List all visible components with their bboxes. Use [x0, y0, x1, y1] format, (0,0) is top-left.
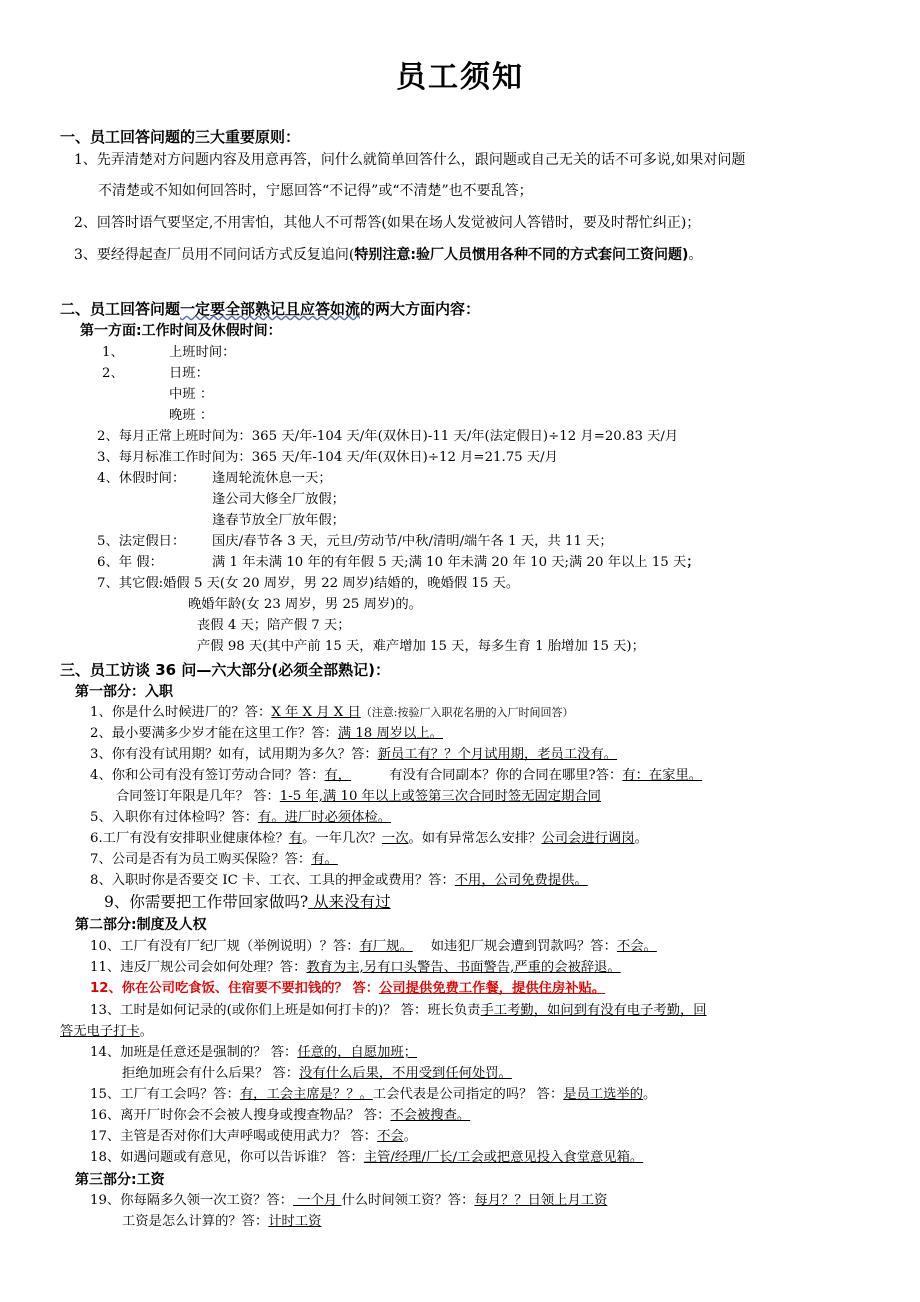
leave-label: 4、休假时间： [97, 471, 186, 486]
question-6-end: 。 [634, 831, 648, 846]
aspect-1-heading: 第一方面:工作时间及休假时间： [80, 323, 282, 339]
question-13-text: 13、工时是如何记录的(或你们上班是如何打卡的)？ 答：班长负责 [90, 1003, 481, 1018]
question-14-b [122, 1064, 512, 1084]
night-shift: 晚班 ： [169, 408, 214, 423]
question-13-end: 。 [139, 1024, 154, 1039]
principle-3 [74, 245, 702, 265]
section-1-heading: 一、员工回答问题的三大重要原则： [60, 128, 301, 146]
question-6-text: 6.工厂有没有安排职业健康体检？ [90, 831, 289, 846]
answer-17: 不会 [377, 1129, 404, 1144]
question-18-text: 18、如遇问题或有意见，你可以告诉谁？ 答： [90, 1150, 364, 1165]
section-2-heading [60, 299, 480, 319]
answer-14b: 没有什么后果，不用受到任何处罚。 [299, 1066, 512, 1081]
question-13-cont [60, 1022, 153, 1042]
bereavement-leave: 丧假 4 天；陪产假 7 天； [197, 618, 351, 633]
holidays-label: 5、法定假日： [97, 534, 186, 549]
answer-9: 从来没有过 [308, 893, 391, 911]
worktime-1-text: 上班时间： [169, 345, 236, 360]
question-12 [90, 979, 605, 999]
note-1: （注意:按验厂入职花名册的入厂时间回答） [360, 706, 574, 719]
question-2-text: 2、最小要满多少岁才能在这里工作？答： [90, 726, 338, 741]
worktime-2-num: 2、 [102, 366, 124, 381]
question-19-text-c: 工资是怎么计算的？答： [122, 1214, 269, 1229]
question-3 [90, 745, 617, 765]
answer-15a: 有，工会主席是？？。 [239, 1087, 373, 1102]
question-11 [90, 958, 621, 978]
question-1 [90, 703, 573, 723]
answer-13b: 答无电子打卡 [60, 1024, 140, 1039]
section-3-heading: 三、员工访谈 36 问—六大部分(必须全部熟记)： [60, 661, 391, 679]
answer-19b: 每月？？日领上月工资 [474, 1193, 608, 1208]
part-3-heading: 第三部分:工资 [75, 1172, 165, 1188]
question-5-text: 5、入职你有过体检吗？答： [90, 810, 259, 825]
section-2-heading-emphasis: 一定要全部熟记且应答如流 [180, 300, 361, 318]
holidays-text: 国庆/春节各 3 天，元旦/劳动节/中秋/清明/端午各 1 天，共 11 天； [212, 534, 613, 549]
principle-1-line-2: 不清楚或不知如何回答时，宁愿回答“不记得”或“不清楚”也不要乱答； [98, 183, 533, 199]
question-6-text-c: 。如有异常怎么安排？ [408, 831, 542, 846]
question-8-text: 8、入职时你是否要交 IC 卡、工衣、工具的押金或费用？答： [90, 873, 455, 888]
answer-12: 公司提供免费工作餐，提供住房补贴。 [379, 981, 606, 996]
monthly-work-days: 2、每月正常上班时间为：365 天/年-104 天/年(双休日)-11 天/年(法定假日)÷12 月=20.83 天/月 [97, 429, 679, 444]
question-16-text: 16、离开厂时你会不会被人搜身或搜查物品？ 答： [90, 1108, 391, 1123]
answer-16: 不会被搜查。 [390, 1108, 471, 1123]
question-15-text-b: 工会代表是公司指定的吗？ 答： [372, 1087, 564, 1102]
answer-1: X 年 X 月 X 日 [271, 705, 361, 720]
question-17-end: 。 [403, 1129, 417, 1144]
answer-10b: 不会。 [616, 939, 657, 954]
question-3-text: 3、你有没有试用期？如有，试用期为多久？答： [90, 747, 378, 762]
question-15 [90, 1085, 656, 1105]
question-4-text: 4、你和公司有没有签订劳动合同？答： [90, 768, 325, 783]
answer-19c: 计时工资 [268, 1214, 322, 1229]
answer-4c: 1-5 年,满 10 年以上或签第三次合同时签无固定期合同 [279, 789, 601, 804]
answer-19a: 一个月 [293, 1193, 342, 1208]
question-13 [90, 1001, 707, 1021]
mid-shift: 中班 ： [169, 387, 214, 402]
question-11-text: 11、违反厂规公司会如何处理？答： [90, 960, 307, 975]
question-4 [90, 766, 702, 786]
leave-2: 逢公司大修全厂放假； [212, 492, 345, 507]
question-14-text-b: 拒绝加班会有什么后果？ 答： [122, 1066, 300, 1081]
question-12-text: 12、你在公司吃食饭、住宿要不要扣钱的？ 答： [90, 981, 380, 996]
question-5 [90, 808, 391, 828]
answer-6b: 一次 [381, 831, 409, 846]
late-marriage-age: 晚婚年龄(女 23 周岁，男 25 周岁)的。 [188, 597, 422, 612]
question-10-text-b: 如违犯厂规会遭到罚款吗？答： [430, 939, 617, 954]
section-2-heading-a: 二、员工回答问题 [60, 300, 181, 318]
worktime-1-num: 1、 [102, 345, 124, 360]
answer-8: 不用，公司免费提供。 [454, 873, 588, 888]
question-10 [90, 937, 657, 957]
question-19 [90, 1191, 607, 1211]
answer-4a: 有， [324, 768, 352, 783]
question-4-contract-term [116, 787, 601, 807]
other-leave: 7、其它假:婚假 5 天(女 20 周岁，男 22 周岁)结婚的，晚婚假 15 天。 [97, 576, 520, 591]
question-6-text-b: 。一年几次？ [302, 831, 382, 846]
answer-6c: 公司会进行调岗 [541, 831, 635, 846]
day-shift: 日班： [169, 366, 209, 381]
answer-6a: 有 [288, 831, 303, 846]
question-7-text: 7、公司是否有为员工购买保险？答： [90, 852, 312, 867]
question-4-text-c: 合同签订年限是几年？ 答： [116, 789, 280, 804]
question-15-text: 15、工厂有工会吗？答： [90, 1087, 240, 1102]
question-7 [90, 850, 338, 870]
question-14-text: 14、加班是任意还是强制的？ 答： [90, 1045, 298, 1060]
principle-3-end: 。 [688, 247, 703, 263]
principle-3-emphasis: 特别注意:验厂人员惯用各种不同的方式套问工资问题) [354, 247, 689, 263]
monthly-standard-time: 3、每月标准工作时间为：365 天/年-104 天/年(双休日)÷12 月=21.75 天/月 [97, 450, 558, 465]
question-1-text: 1、你是什么时候进厂的？答： [90, 705, 272, 720]
answer-11: 教育为主,另有口头警告、书面警告,严重的会被辞退。 [306, 960, 621, 975]
question-10-text: 10、工厂有没有厂纪厂规（举例说明）？答： [90, 939, 360, 954]
question-19-text: 19、你每隔多久领一次工资？答： [90, 1193, 294, 1208]
page-title: 员工须知 [396, 60, 524, 95]
question-14 [90, 1043, 417, 1063]
answer-13a: 手工考勤，如问到有没有电子考勤，回 [480, 1003, 707, 1018]
question-9-text: 9、你需要把工作带回家做吗? [104, 893, 309, 911]
answer-2: 满 18 周岁以上。 [337, 726, 443, 741]
question-9 [104, 892, 391, 912]
question-4-text-b: 有没有合同副本？你的合同在哪里?答： [389, 768, 623, 783]
annual-leave-label: 6、年 假： [97, 555, 163, 570]
annual-leave-rules: 满 1 年未满 10 年的有年假 5 天;满 10 年未满 20 年 10 天;满 20 年以上 15 天 [212, 555, 687, 570]
annual-leave-text [212, 553, 700, 573]
section-2-heading-c: 的两大方面内容： [360, 300, 481, 318]
question-16 [90, 1106, 470, 1126]
question-17-text: 17、主管是否对你们大声呼喝或使用武力？ 答： [90, 1129, 378, 1144]
question-2 [90, 724, 443, 744]
answer-7: 有。 [311, 852, 338, 867]
question-15-end: 。 [643, 1087, 657, 1102]
part-2-heading: 第二部分:制度及人权 [75, 917, 207, 933]
question-6 [90, 829, 648, 849]
question-19-c [122, 1212, 321, 1232]
principle-2: 2、回答时语气要坚定,不用害怕，其他人不可帮答(如果在场人发觉被问人答错时，要及时帮忙纠正)； [74, 215, 701, 231]
answer-4b: 有：在家里。 [622, 768, 703, 783]
question-19-text-b: 什么时间领工资？答： [341, 1193, 475, 1208]
annual-leave-end: ； [686, 555, 700, 570]
question-8 [90, 871, 588, 891]
part-1-heading: 第一部分：入职 [75, 684, 173, 700]
answer-3: 新员工有？？个月试用期，老员工没有。 [377, 747, 618, 762]
principle-3-text: 3、要经得起查厂员用不同问话方式反复追问( [74, 247, 355, 263]
answer-5: 有。进厂时必须体检。 [258, 810, 391, 825]
question-18 [90, 1148, 643, 1168]
leave-3: 逢春节放全厂放年假； [212, 513, 345, 528]
answer-10a: 有厂规。 [359, 939, 413, 954]
answer-15b: 是员工选举的 [563, 1087, 644, 1102]
answer-18: 主管/经理/厂长/工会或把意见投入食堂意见箱。 [363, 1150, 644, 1165]
maternity-leave: 产假 98 天(其中产前 15 天，难产增加 15 天，每多生育 1 胎增加 15 天)； [197, 639, 645, 654]
question-17 [90, 1127, 417, 1147]
answer-14a: 任意的，自愿加班； [297, 1045, 417, 1060]
leave-1: 逢周轮流休息一天； [212, 471, 332, 486]
principle-1-line-1: 1、先弄清楚对方问题内容及用意再答，问什么就简单回答什么，跟问题或自己无关的话不可多说,如果对问题 [74, 152, 746, 168]
